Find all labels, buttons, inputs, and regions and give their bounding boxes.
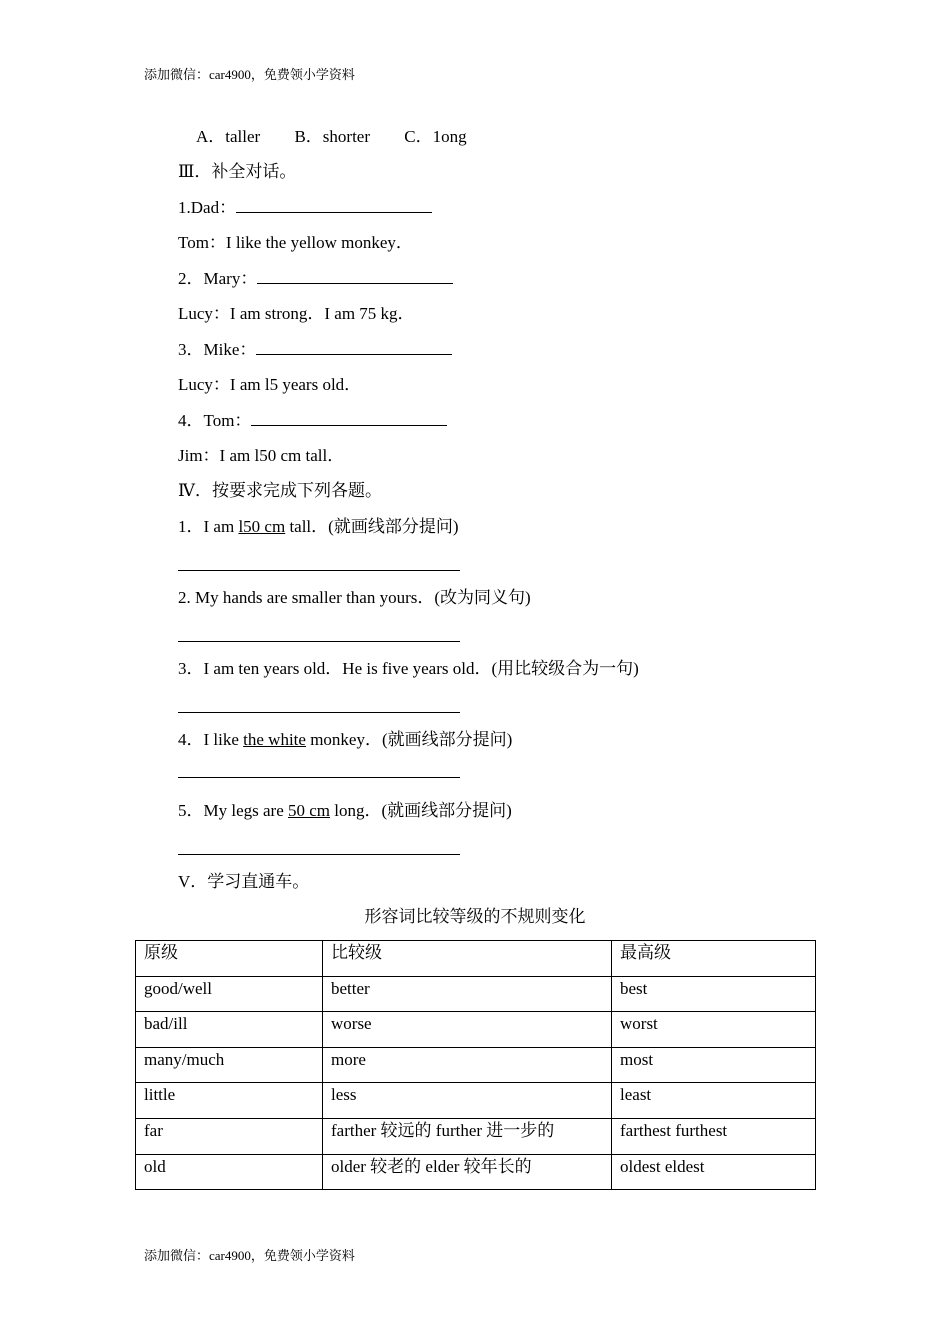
dialog-speaker-3: 3．Mike： [178,340,257,359]
q1-text: 1．I am [178,517,239,536]
table-row [136,1154,816,1190]
q5-text: 5．My legs are [178,801,289,820]
section4-title: Ⅳ．按要求完成下列各题。 [178,481,382,500]
q4-instruction: monkey．(就画线部分提问) [305,730,513,749]
cell-comparative: farther 较远的 further 进一步的 [323,1118,612,1154]
q4-text: 4．I like [178,730,244,749]
answer-line-5[interactable] [178,854,460,855]
table-row [136,976,816,1012]
cell-positive: far [136,1118,323,1154]
cell-superlative: worst [612,1012,816,1048]
cell-comparative: less [323,1083,612,1119]
answer-blank-3[interactable] [256,339,452,355]
cell-superlative: oldest eldest [612,1154,816,1190]
q5-underlined: 50 cm [288,801,331,820]
rewrite-question-5 [178,800,512,822]
table-row [136,1047,816,1083]
cell-superlative: most [612,1047,816,1083]
cell-comparative: worse [323,1012,612,1048]
dialog-question-1 [178,197,432,219]
answer-blank-2[interactable] [257,268,453,284]
dialog-question-3 [178,339,452,361]
table-row [136,1118,816,1154]
page-header: 添加微信：car4900，免费领小学资料 [144,67,355,82]
header-comparative: 比较级 [323,941,612,977]
rewrite-question-3: 3．I am ten years old．He is five years old．(用比较级合为一句) [178,659,639,678]
answer-options [196,126,467,148]
answer-blank-4[interactable] [251,410,447,426]
dialog-speaker-1: 1.Dad： [178,198,237,217]
cell-superlative: least [612,1083,816,1119]
option-a: A．taller [196,127,261,146]
answer-line-2[interactable] [178,641,460,642]
dialog-answer-2: Lucy：I am strong．I am 75 kg． [178,304,415,323]
table-row [136,1012,816,1048]
cell-positive: old [136,1154,323,1190]
irregular-comparatives-table [135,940,816,1190]
option-c: C．1ong [404,127,467,146]
table-header-row [136,941,816,977]
q1-underlined: l50 cm [238,517,286,536]
header-superlative: 最高级 [612,941,816,977]
cell-positive: bad/ill [136,1012,323,1048]
rewrite-question-1 [178,516,458,538]
q4-underlined: the white [243,730,306,749]
answer-line-4[interactable] [178,777,460,778]
table-title: 形容词比较等级的不规则变化 [364,907,586,926]
cell-comparative: more [323,1047,612,1083]
cell-positive: little [136,1083,323,1119]
answer-line-1[interactable] [178,570,460,571]
cell-superlative: farthest furthest [612,1118,816,1154]
dialog-answer-3: Lucy：I am l5 years old． [178,375,362,394]
cell-superlative: best [612,976,816,1012]
q1-instruction: tall．(就画线部分提问) [285,517,459,536]
section3-title: Ⅲ．补全对话。 [178,162,297,181]
dialog-speaker-4: 4．Tom： [178,411,252,430]
q5-instruction: long．(就画线部分提问) [330,801,512,820]
dialog-answer-4: Jim：I am l50 cm tall． [178,446,345,465]
cell-comparative: better [323,976,612,1012]
cell-positive: many/much [136,1047,323,1083]
answer-line-3[interactable] [178,712,460,713]
option-b: B．shorter [294,127,370,146]
dialog-speaker-2: 2．Mary： [178,269,258,288]
cell-positive: good/well [136,976,323,1012]
table-row [136,1083,816,1119]
dialog-question-2 [178,268,453,290]
rewrite-question-4 [178,729,512,751]
header-positive: 原级 [136,941,323,977]
cell-comparative: older 较老的 elder 较年长的 [323,1154,612,1190]
answer-blank-1[interactable] [236,197,432,213]
page-footer: 添加微信：car4900，免费领小学资料 [144,1248,355,1263]
dialog-answer-1: Tom：I like the yellow monkey． [178,233,413,252]
dialog-question-4 [178,410,447,432]
section5-title: V．学习直通车。 [178,872,310,891]
rewrite-question-2: 2. My hands are smaller than yours．(改为同义句) [178,588,531,607]
